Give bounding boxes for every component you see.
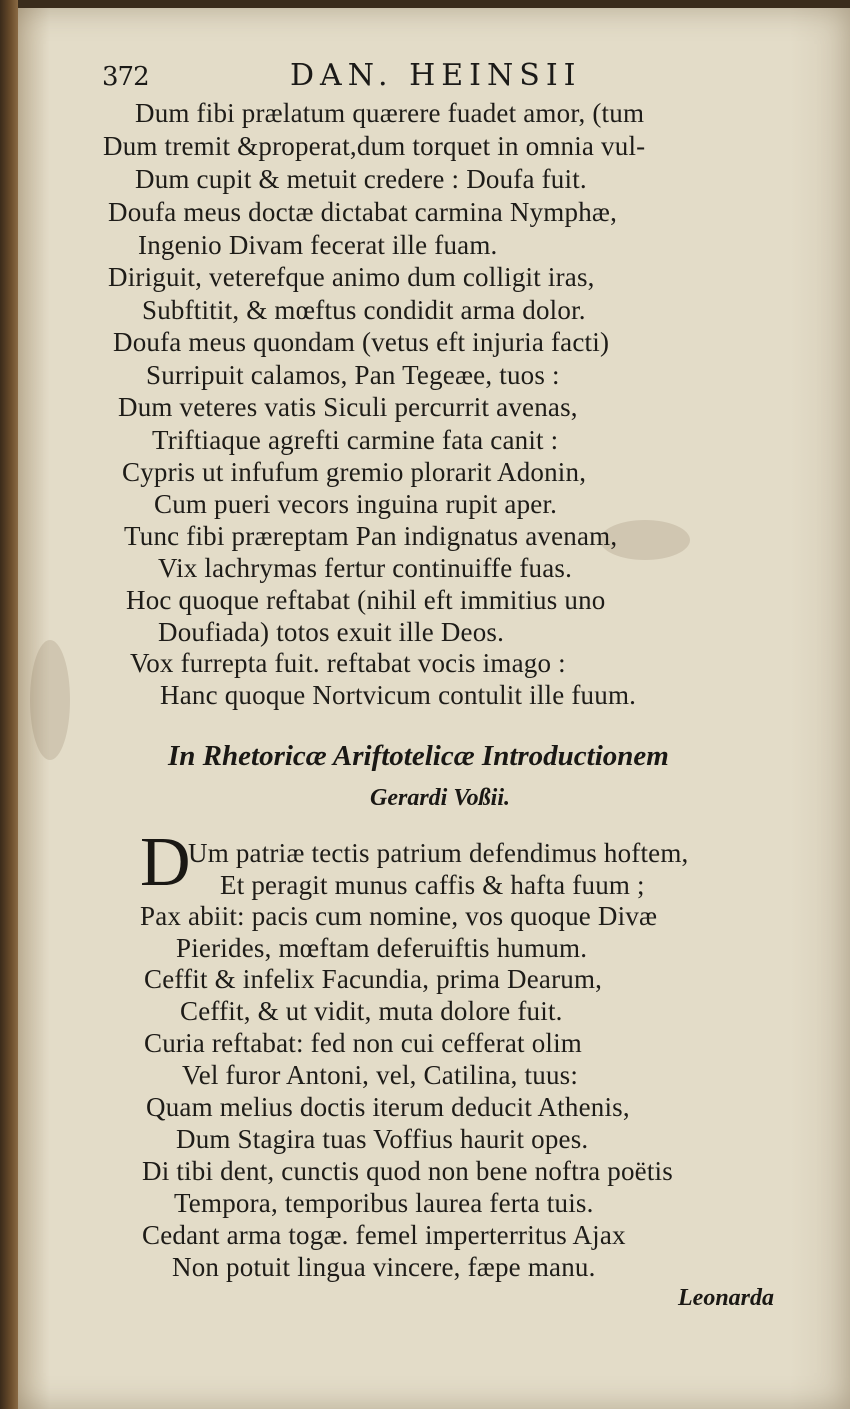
verse-line: Ceffit & infelix Facundia, prima Dearum, xyxy=(144,964,603,994)
verse-line: Diriguit, veterefque animo dum colligit iras, xyxy=(108,262,595,292)
verse-line: Pax abiit: pacis cum nomine, vos quoque Divæ xyxy=(140,901,658,931)
verse-line: Subftitit, & mœftus condidit arma dolor. xyxy=(142,295,586,325)
page-top-edge xyxy=(0,0,850,8)
verse-line: Vel furor Antoni, vel, Catilina, tuus: xyxy=(182,1060,579,1090)
page-header xyxy=(100,58,800,98)
drop-cap: D xyxy=(140,824,191,901)
verse-line: Ingenio Divam fecerat ille fuam. xyxy=(138,230,498,260)
verse-line: Pierides, mœftam deferuiftis humum. xyxy=(176,933,588,963)
verse-line: Triftiaque agrefti carmine fata canit : xyxy=(152,425,559,455)
verse-line: Um patriæ tectis patrium defendimus hoftem, xyxy=(188,838,689,868)
verse-line: Cypris ut infufum gremio plorarit Adonin, xyxy=(122,457,587,487)
verse-line: Dum veteres vatis Siculi percurrit avenas, xyxy=(118,392,578,422)
verse-line: Et peragit munus caffis & hafta fuum ; xyxy=(220,870,645,900)
verse-line: Hoc quoque reftabat (nihil eft immitius uno xyxy=(126,585,606,615)
verse-line: Tunc fibi præreptam Pan indignatus avenam, xyxy=(124,521,618,551)
verse-line: Doufa meus doctæ dictabat carmina Nymphæ, xyxy=(108,197,618,227)
verse-line: Vix lachrymas fertur continuiffe fuas. xyxy=(158,553,573,583)
verse-line: Vox furrepta fuit. reftabat vocis imago : xyxy=(130,648,566,678)
verse-line: Quam melius doctis iterum deducit Athenis, xyxy=(146,1092,630,1122)
verse-line: Hanc quoque Nortvicum contulit ille fuum. xyxy=(160,680,637,710)
verse-line: Tempora, temporibus laurea ferta tuis. xyxy=(174,1188,594,1218)
verse-line: Surripuit calamos, Pan Tegeæe, tuos : xyxy=(146,360,560,390)
catchword: Leonarda xyxy=(678,1285,774,1311)
verse-line: Dum fibi prælatum quærere fuadet amor, (tum xyxy=(135,98,645,128)
verse-line: Dum tremit &properat,dum torquet in omnia vul- xyxy=(103,131,646,161)
verse-line: Curia reftabat: fed non cui cefferat olim xyxy=(144,1028,583,1058)
page-number: 372 xyxy=(102,62,149,92)
poem-2-title: In Rhetoricæ Ariftotelicæ Introductionem xyxy=(168,740,669,772)
verse-line: Cedant arma togæ. femel imperterritus Ajax xyxy=(142,1220,626,1250)
running-head: DAN. HEINSII xyxy=(290,58,582,93)
verse-line: Cum pueri vecors inguina rupit aper. xyxy=(154,489,558,519)
verse-line: Doufiada) totos exuit ille Deos. xyxy=(158,617,505,647)
verse-line: Di tibi dent, cunctis quod non bene noftra poëtis xyxy=(142,1156,673,1186)
verse-line: Dum cupit & metuit credere : Doufa fuit. xyxy=(135,164,587,194)
paper-stain xyxy=(30,640,70,760)
verse-line: Ceffit, & ut vidit, muta dolore fuit. xyxy=(180,996,563,1026)
verse-line: Dum Stagira tuas Voffius haurit opes. xyxy=(176,1124,589,1154)
poem-2-subtitle: Gerardi Voßii. xyxy=(370,785,511,811)
verse-line: Doufa meus quondam (vetus eft injuria facti) xyxy=(113,327,610,357)
book-spine xyxy=(0,0,18,1409)
verse-line: Non potuit lingua vincere, fæpe manu. xyxy=(172,1252,596,1282)
